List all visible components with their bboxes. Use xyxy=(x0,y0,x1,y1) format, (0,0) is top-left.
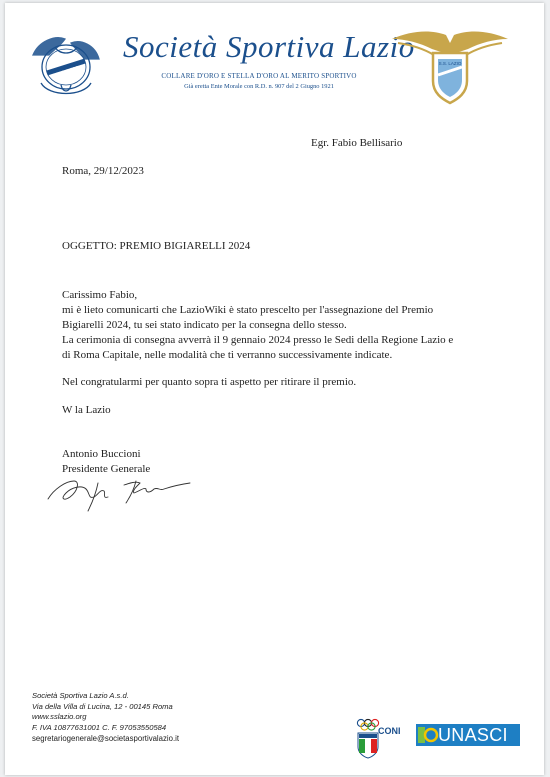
org-subtitle-secondary: Già eretta Ente Morale con R.D. n. 907 del 2 Giugno 1921 xyxy=(184,83,334,90)
footer-org: Società Sportiva Lazio A.s.d. xyxy=(32,691,129,700)
body-line: Bigiarelli 2024, tu sei stato indicato per la consegna dello stesso. xyxy=(62,319,347,331)
handwritten-signature xyxy=(40,463,200,513)
org-title: Società Sportiva Lazio xyxy=(123,29,415,64)
unasci-label: UNASCI xyxy=(438,725,508,745)
org-subtitle: COLLARE D'ORO E STELLA D'ORO AL MERITO SPORTIVO xyxy=(161,72,357,80)
signer-name: Antonio Buccioni xyxy=(62,448,141,460)
body-line: La cerimonia di consegna avverrà il 9 gennaio 2024 presso le Sedi della Regione Lazio e xyxy=(62,334,454,346)
letter-page xyxy=(5,3,544,775)
eagle-emblem-icon xyxy=(25,25,107,103)
footer-website: www.sslazio.org xyxy=(32,712,87,721)
letter-date: Roma, 29/12/2023 xyxy=(62,165,144,177)
unasci-logo xyxy=(416,724,520,746)
body-line: mi è lieto comunicarti che LazioWiki è stato prescelto per l'assegnazione del Premio xyxy=(62,304,434,316)
badge-text: S.S. LAZIO xyxy=(438,61,462,66)
recipient: Egr. Fabio Bellisario xyxy=(311,137,403,149)
footer-email: segretariogenerale@societasportivalazio.it xyxy=(32,734,180,743)
footer-contact xyxy=(32,691,232,743)
coni-logo-icon xyxy=(348,715,406,759)
closing-line: W la Lazio xyxy=(62,404,111,416)
signer-role: Presidente Generale xyxy=(62,463,151,475)
letter-subject: OGGETTO: PREMIO BIGIARELLI 2024 xyxy=(62,240,251,252)
body-line: di Roma Capitale, nelle modalità che ti verranno successivamente indicate. xyxy=(62,349,393,361)
svg-text:S.S. LAZIO: S.S. LAZIO xyxy=(50,65,81,81)
eagle-shield-icon xyxy=(390,23,510,105)
letter-body xyxy=(62,288,502,363)
greeting: Carissimo Fabio, xyxy=(62,289,138,301)
footer-tax: F. IVA 10877631001 C. F. 97053550584 xyxy=(32,722,167,732)
footer-address: Via della Villa di Lucina, 12 - 00145 Roma xyxy=(32,701,173,711)
coni-label: CONI xyxy=(378,726,401,736)
congratulations-line: Nel congratularmi per quanto sopra ti aspetto per ritirare il premio. xyxy=(62,376,357,388)
